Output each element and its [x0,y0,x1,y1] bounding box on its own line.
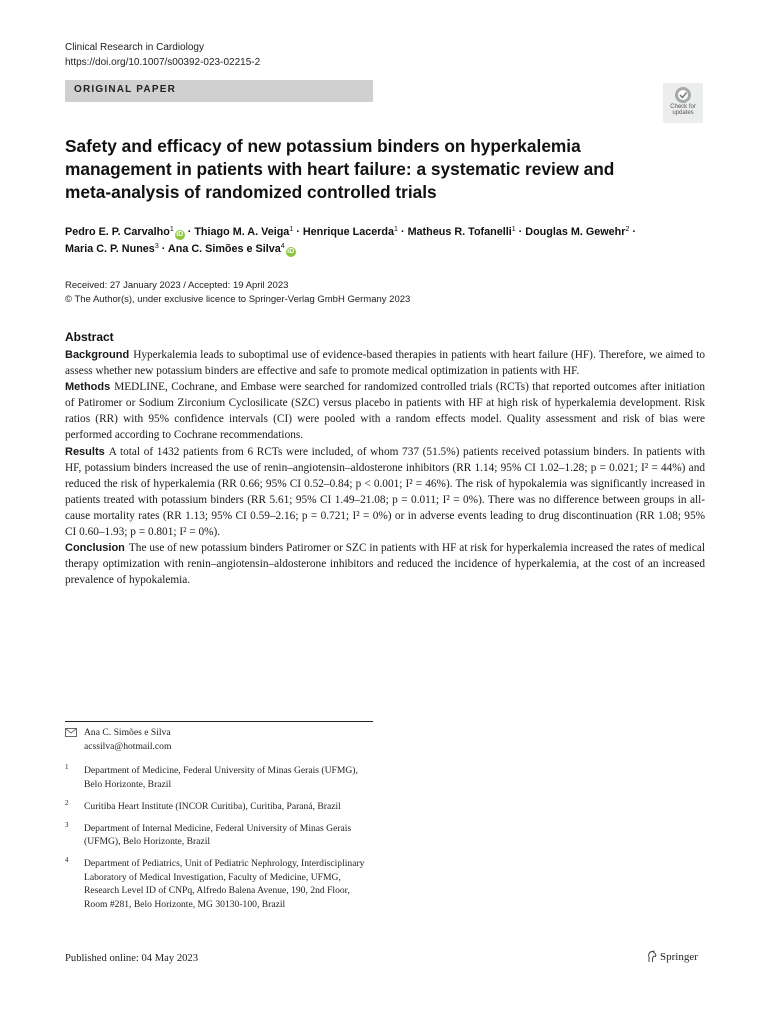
author-separator: · [397,226,408,238]
abstract-results [65,444,705,541]
orcid-icon[interactable]: iD [287,248,295,255]
affiliation-number: 4 [65,856,69,864]
published-date: Published online: 04 May 2023 [65,953,199,964]
author-affiliation-mark: 1 [169,226,174,233]
abstract-text: Hyperkalemia leads to suboptimal use of evidence-based therapies in patients with heart failure (HF). Therefore, we aimed to assess whether new potassium binders are effective and safe to promote medical optimization in patients with HF. [65,349,705,378]
affiliation-text: Department of Internal Medicine, Federal University of Minas Gerais (UFMG), Belo Horizonte, Brazil [84,822,352,847]
author-separator: · [629,226,636,238]
author-name: Matheus R. Tofanelli [407,226,512,238]
abstract-label: Results [65,445,105,458]
author-name: Henrique Lacerda [302,226,395,238]
abstract-label: Methods [65,381,111,394]
author-name: Ana C. Simões e Silva [167,243,281,255]
orcid-icon[interactable]: iD [176,231,184,238]
check-updates-icon [674,86,692,104]
abstract-text: The use of new potassium binders Patiromer or SZC in patients with HF at risk for hyperkalemia increased the rates of medical therapy optimization with renin–angiotensin–aldosterone inhibitors and reduced the incidence of hyperkalemia, at the cost of an increased prevalence of hypokalemia. [65,542,705,587]
author-separator: · [293,226,303,238]
envelope-icon [65,728,77,737]
author-name: Douglas M. Gewehr [525,226,626,238]
affiliation-item [65,822,375,849]
author-affiliation-mark: 2 [625,226,630,233]
author-name: Pedro E. P. Carvalho [65,226,170,238]
abstract-methods [65,379,705,443]
author[interactable] [65,243,159,255]
abstract-text: A total of 1432 patients from 6 RCTs were included, of whom 737 (51.5%) patients received potassium binders. In patients with HF, potassium binders increased the use of renin–angiotensin–aldosterone inhibitors (RR 1.14; 95% CI 1.02–1.28; p = 0.021; I² = 44%) and reduced the risk of hyperkalemia (RR 0.66; 95% CI 0.52–0.84; p < 0.001; I² = 46%). The risk of hypokalemia was significantly increased in patients treated with potassium binders (RR 5.61; 95% CI 1.49–21.08; p = 0.011; I² = 0%). There was no difference between groups in all-cause mortality rates (RR 1.13; 95% CI 0.59–2.16; p = 0.721; I² = 0%) or in adverse events leading to drug discontinuation (RR 1.08; 95% CI 0.60–1.93; p = 0.801; I² = 0%). [65,445,705,539]
author-separator: · [158,243,168,255]
correspondence-email[interactable]: acssilva@hotmail.com [84,741,172,752]
abstract-body [65,347,705,588]
affiliation-item [65,857,375,911]
author-affiliation-mark: 1 [394,226,398,233]
received-accepted: Received: 27 January 2023 / Accepted: 19 April 2023 [65,280,289,291]
affiliation-text: Curitiba Heart Institute (INCOR Curitiba), Curitiba, Paraná, Brazil [84,800,341,812]
author-name: Maria C. P. Nunes [65,243,155,255]
abstract-label: Conclusion [65,542,125,555]
author-affiliation-mark: 3 [154,243,159,250]
author[interactable] [65,226,185,238]
correspondence [65,726,171,754]
author-separator: · [184,226,195,238]
journal-header [65,40,260,70]
affiliation-number: 3 [65,820,69,829]
publisher-logo [646,950,698,963]
publisher-name: Springer [660,951,698,963]
doi-link[interactable]: https://doi.org/10.1007/s00392-023-02215-2 [65,57,261,68]
footnote-divider [65,721,373,722]
section-badge: ORIGINAL PAPER [65,80,373,102]
paper-title: Safety and efficacy of new potassium binders on hyperkalemia management in patients with heart failure: a systematic review and meta-analysis of randomized controlled trials [65,136,615,202]
abstract-text: MEDLINE, Cochrane, and Embase were searched for randomized controlled trials (RCTs) that reported outcomes after initiation of Patiromer or Sodium Zirconium Cyclosilicate (SZC) versus placebo in patients with HF at high risk of hyperkalemia development. Risk ratios (RR) with 95% confidence intervals (CI) were pooled with a random effects model. Quality assessment and risk of bias were performed according to Cochrane recommendations. [65,381,705,442]
author[interactable] [303,226,398,238]
abstract-label: Background [65,349,130,361]
author[interactable] [525,226,629,238]
journal-name: Clinical Research in Cardiology [65,42,204,53]
author-affiliation-mark: 4 [280,243,285,250]
author-affiliation-mark: 1 [289,226,294,233]
abstract-conclusion [65,540,705,588]
dates-block [65,279,410,307]
affiliation-number: 2 [65,798,69,807]
abstract-background [65,347,705,379]
author-name: Thiago M. A. Veiga [194,226,290,238]
check-updates-line-1: Check for [670,104,696,110]
affiliation-item [65,764,375,791]
check-updates-line-2: updates [672,110,694,116]
affiliation-text: Department of Medicine, Federal University of Minas Gerais (UFMG), Belo Horizonte, Brazil [84,765,358,790]
author[interactable] [168,243,296,255]
springer-horse-icon [646,950,658,963]
author[interactable] [194,226,293,238]
author[interactable] [408,226,516,238]
correspondence-name: Ana C. Simões e Silva [84,727,171,738]
affiliation-text: Department of Pediatrics, Unit of Pediatric Nephrology, Interdisciplinary Laboratory of Medical Investigation, Faculty of Medicine, UFMG, Research Level ID of CNPq, Alfredo Balena Avenue, 190, 2nd Floor, Room #281, Belo Horizonte, MG 30130-100, Brazil [84,858,365,910]
author-list [65,224,715,258]
check-for-updates-button[interactable] [663,83,703,123]
affiliation-number: 1 [65,763,69,771]
author-separator: · [515,226,526,238]
author-affiliation-mark: 1 [511,226,516,233]
copyright: © The Author(s), under exclusive licence to Springer-Verlag GmbH Germany 2023 [65,294,411,305]
abstract-heading: Abstract [65,330,114,344]
affiliations [65,764,375,920]
affiliation-item [65,800,375,814]
